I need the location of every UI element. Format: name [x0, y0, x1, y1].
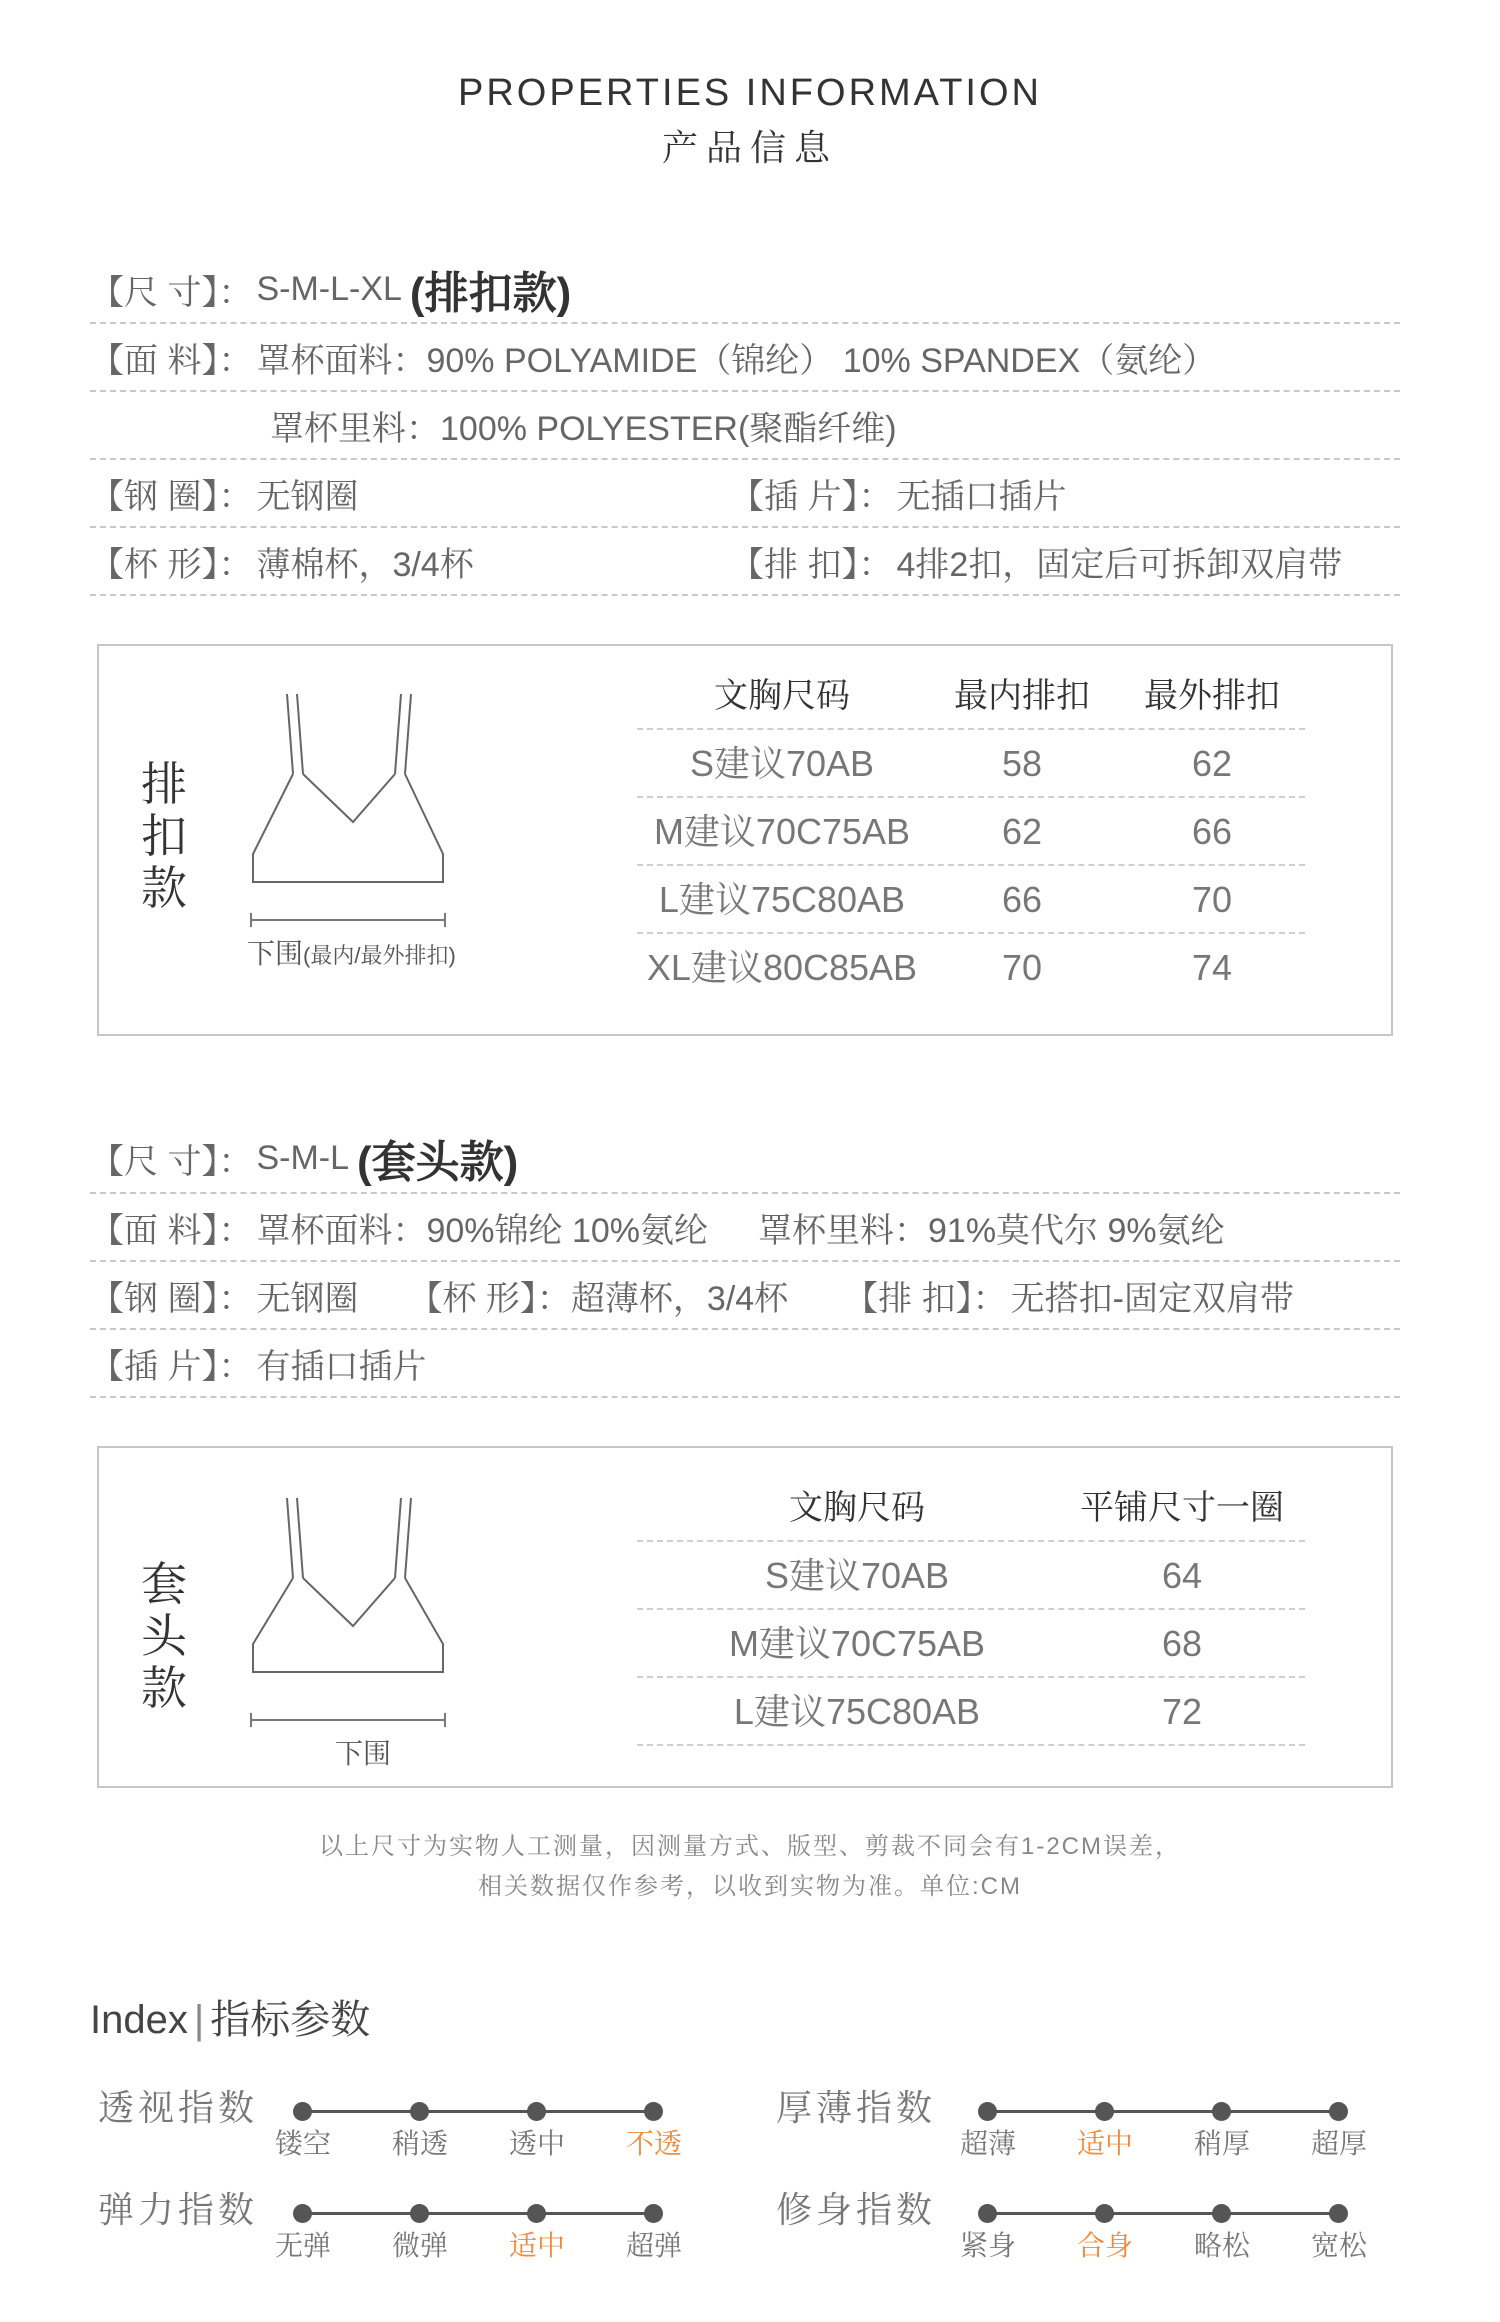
wire-value: 无钢圈: [256, 477, 359, 516]
scale-dot: [978, 2204, 997, 2223]
index-scale-fit: [978, 2194, 1348, 2234]
scale-line: [301, 2212, 655, 2215]
index-scale-elasticity: [293, 2194, 663, 2234]
level-label: 适中: [1076, 2128, 1133, 2159]
cup-label: 【杯 形】：: [90, 545, 253, 584]
scale-dot: [410, 2102, 429, 2121]
header-cell: 平铺尺寸一圈: [1080, 1489, 1284, 1527]
size-tag: (排扣款): [409, 269, 572, 318]
wire-label: 【钢 圈】：: [90, 477, 253, 516]
table-cell: 64: [1161, 1555, 1203, 1596]
level-label: 适中: [508, 2230, 565, 2261]
clasp-label: 【排 扣】：: [730, 545, 893, 584]
lining-value: 罩杯里料：100% POLYESTER(聚酯纤维): [270, 409, 897, 448]
level-label: 透中: [508, 2128, 565, 2159]
size-value: S-M-L-XL: [256, 269, 402, 308]
wire-value: 无钢圈: [256, 1279, 359, 1318]
size-table-clasp: [637, 662, 1305, 1002]
measure-caption: [247, 932, 456, 972]
side-char: 头: [141, 1610, 187, 1662]
index-title-cn: 指标参数: [210, 1998, 371, 2042]
table-row: [637, 934, 1305, 1002]
table-cell: XL建议80C85AB: [646, 947, 918, 988]
spec-row-wire-cup-clasp: [90, 1262, 1400, 1330]
spec-row-fabric: [90, 324, 1400, 392]
table-cell: 70: [1001, 947, 1043, 988]
level-label: 合身: [1076, 2230, 1133, 2261]
index-name: 透视指数: [98, 2087, 259, 2128]
size-table-box-pullover: [97, 1446, 1393, 1788]
level-label: 宽松: [1310, 2230, 1367, 2261]
wire-label: 【钢 圈】：: [90, 1279, 253, 1318]
table-cell: 74: [1191, 947, 1233, 988]
size-label: 【尺 寸】：: [90, 273, 253, 312]
table-cell: 62: [1191, 743, 1233, 784]
size-label: 【尺 寸】：: [90, 1142, 253, 1181]
level-label: 无弹: [274, 2230, 331, 2261]
index-name: 修身指数: [776, 2189, 937, 2230]
clasp-value: 4排2扣，固定后可拆卸双肩带: [896, 545, 1343, 584]
insert-label: 【插 片】：: [90, 1347, 253, 1386]
side-char: 排: [141, 758, 187, 810]
spec-row-fabric-2: [90, 1194, 1400, 1262]
table-cell: 70: [1191, 879, 1233, 920]
spec-row-lining: [90, 392, 1400, 460]
scale-line: [986, 2110, 1340, 2113]
insert-label: 【插 片】：: [730, 477, 893, 516]
table-cell: M建议70C75AB: [728, 1623, 986, 1664]
size-table-box-clasp: [97, 644, 1393, 1036]
scale-line: [301, 2110, 655, 2113]
bra-outline-icon: [249, 1494, 449, 1694]
measure-line-icon: [249, 1710, 449, 1730]
scale-dot: [644, 2204, 663, 2223]
lining-value: 罩杯里料：91%莫代尔 9%氨纶: [758, 1211, 1225, 1250]
measurement-note-line1: 以上尺寸为实物人工测量，因测量方式、版型、剪裁不同会有1-2CM误差，: [318, 1833, 1181, 1860]
scale-dot: [1095, 2102, 1114, 2121]
scale-dot: [293, 2204, 312, 2223]
table-header: [637, 1474, 1305, 1542]
measure-line-icon: [249, 910, 449, 930]
side-char: 扣: [141, 810, 187, 862]
level-label: 略松: [1193, 2230, 1250, 2261]
size-table-pullover: [637, 1474, 1305, 1746]
measurement-note-line2: 相关数据仅作参考，以收到实物为准。单位:CM: [478, 1873, 1022, 1900]
index-title: [90, 1988, 370, 2045]
side-char: 款: [141, 862, 187, 914]
index-name: 厚薄指数: [776, 2087, 937, 2128]
spec-row-wire-insert: [90, 460, 1400, 528]
bra-outline-icon: [249, 690, 449, 920]
header-cell: 最内排扣: [954, 677, 1090, 715]
index-scale-transparency: [293, 2092, 663, 2132]
side-label-clasp: [139, 758, 189, 914]
table-cell: L建议75C80AB: [733, 1691, 981, 1732]
cup-label: 【杯 形】：: [408, 1279, 571, 1318]
scale-dot: [1329, 2204, 1348, 2223]
scale-dot: [293, 2102, 312, 2121]
table-row: [637, 866, 1305, 934]
caption-main: 下围: [247, 938, 304, 969]
spec-row-insert-2: [90, 1330, 1400, 1398]
fabric-value: 罩杯面料：90% POLYAMIDE（锦纶） 10% SPANDEX（氨纶）: [256, 341, 1217, 380]
table-cell: 72: [1161, 1691, 1203, 1732]
side-char: 套: [141, 1558, 187, 1610]
scale-dot: [1212, 2102, 1231, 2121]
level-label: 超厚: [1310, 2128, 1367, 2159]
scale-line: [986, 2212, 1340, 2215]
index-scale-thickness: [978, 2092, 1348, 2132]
level-label: 超弹: [625, 2230, 682, 2261]
side-label-pullover: [139, 1558, 189, 1714]
level-label: 微弹: [391, 2230, 448, 2261]
table-cell: 66: [1191, 811, 1233, 852]
table-cell: 66: [1001, 879, 1043, 920]
side-char: 款: [141, 1662, 187, 1714]
scale-dot: [410, 2204, 429, 2223]
table-cell: 62: [1001, 811, 1043, 852]
clasp-label: 【排 扣】：: [844, 1279, 1007, 1318]
spec-row-size: [90, 256, 1400, 324]
level-label: 紧身: [959, 2230, 1016, 2261]
table-row: [637, 1542, 1305, 1610]
clasp-value: 无搭扣-固定双肩带: [1010, 1279, 1294, 1318]
page-title-cn: 产品信息: [661, 127, 838, 168]
index-name: 弹力指数: [98, 2189, 259, 2230]
fabric-label: 【面 料】：: [90, 341, 253, 380]
table-cell: 58: [1001, 743, 1043, 784]
table-row: [637, 730, 1305, 798]
insert-value: 无插口插片: [896, 477, 1067, 516]
header-cell: 文胸尺码: [714, 677, 850, 715]
table-cell: S建议70AB: [689, 743, 875, 784]
table-cell: M建议70C75AB: [653, 811, 911, 852]
level-label: 不透: [625, 2128, 682, 2159]
scale-dot: [978, 2102, 997, 2121]
index-title-en: Index: [90, 1998, 188, 2042]
table-cell: 68: [1161, 1623, 1203, 1664]
size-value: S-M-L: [256, 1138, 350, 1177]
index-title-separator: |: [193, 1998, 205, 2042]
caption-small: (最内/最外排扣): [303, 943, 456, 968]
table-row: [637, 1678, 1305, 1746]
level-label: 超薄: [959, 2128, 1016, 2159]
table-row: [637, 798, 1305, 866]
table-header: [637, 662, 1305, 730]
spec-row-cup-clasp: [90, 528, 1400, 596]
level-label: 稍厚: [1193, 2128, 1250, 2159]
scale-dot: [1329, 2102, 1348, 2121]
spec-row-size-2: [90, 1124, 1400, 1194]
scale-dot: [527, 2204, 546, 2223]
level-label: 镂空: [274, 2128, 331, 2159]
table-row: [637, 1610, 1305, 1678]
level-label: 稍透: [391, 2128, 448, 2159]
header-cell: 最外排扣: [1144, 677, 1280, 715]
size-tag: (套头款): [357, 1138, 519, 1187]
table-cell: S建议70AB: [764, 1555, 950, 1596]
scale-dot: [527, 2102, 546, 2121]
fabric-label: 【面 料】：: [90, 1211, 253, 1250]
scale-dot: [1212, 2204, 1231, 2223]
header-cell: 文胸尺码: [789, 1489, 925, 1527]
scale-dot: [644, 2102, 663, 2121]
fabric-value: 罩杯面料：90%锦纶 10%氨纶: [256, 1211, 708, 1250]
cup-value: 超薄杯，3/4杯: [570, 1279, 789, 1318]
measure-caption: 下围: [335, 1738, 392, 1769]
cup-value: 薄棉杯，3/4杯: [256, 545, 474, 584]
insert-value: 有插口插片: [256, 1347, 427, 1386]
scale-dot: [1095, 2204, 1114, 2223]
table-cell: L建议75C80AB: [658, 879, 906, 920]
page-title-en: PROPERTIES INFORMATION: [458, 72, 1042, 114]
